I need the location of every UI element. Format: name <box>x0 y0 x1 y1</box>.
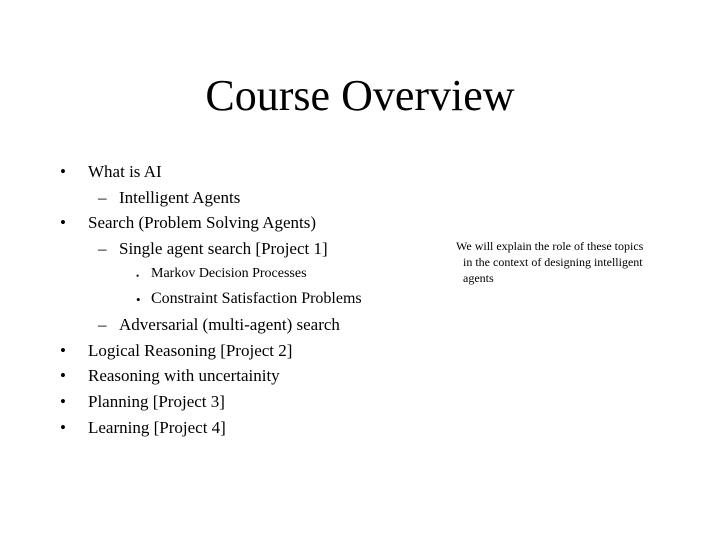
topic-logical-reasoning: Logical Reasoning [Project 2] <box>88 341 293 360</box>
sub-sub-bullet-marker: • <box>136 271 140 281</box>
sub-sub-bullet-marker: • <box>136 292 141 307</box>
sub-bullet-marker: – <box>98 239 107 258</box>
topic-what-is-ai: What is AI <box>88 162 162 181</box>
subtopic-markov-decision-processes: Markov Decision Processes <box>151 266 307 281</box>
bullet-marker: • <box>60 418 66 437</box>
topic-planning: Planning [Project 3] <box>88 392 225 411</box>
side-note-line: We will explain the role of these topics <box>456 239 644 253</box>
bullet-marker: • <box>60 341 66 360</box>
sub-bullet-marker: – <box>98 315 107 334</box>
sub-bullet-marker: – <box>98 188 107 207</box>
bullet-marker: • <box>60 366 66 385</box>
subtopic-intelligent-agents: Intelligent Agents <box>119 188 241 207</box>
side-note-line: in the context of designing intelligent <box>463 255 643 269</box>
subtopic-single-agent-search: Single agent search [Project 1] <box>119 239 328 258</box>
bullet-marker: • <box>60 392 66 411</box>
side-note-line: agents <box>463 271 494 285</box>
slide-title: Course Overview <box>205 71 515 120</box>
bullet-marker: • <box>60 162 66 181</box>
subtopic-constraint-satisfaction: Constraint Satisfaction Problems <box>151 290 362 307</box>
subtopic-adversarial-search: Adversarial (multi-agent) search <box>119 315 340 334</box>
topic-learning: Learning [Project 4] <box>88 418 226 437</box>
topic-reasoning-uncertainty: Reasoning with uncertainity <box>88 366 280 385</box>
bullet-marker: • <box>60 213 66 232</box>
side-note <box>452 238 684 286</box>
topic-search: Search (Problem Solving Agents) <box>88 213 317 232</box>
